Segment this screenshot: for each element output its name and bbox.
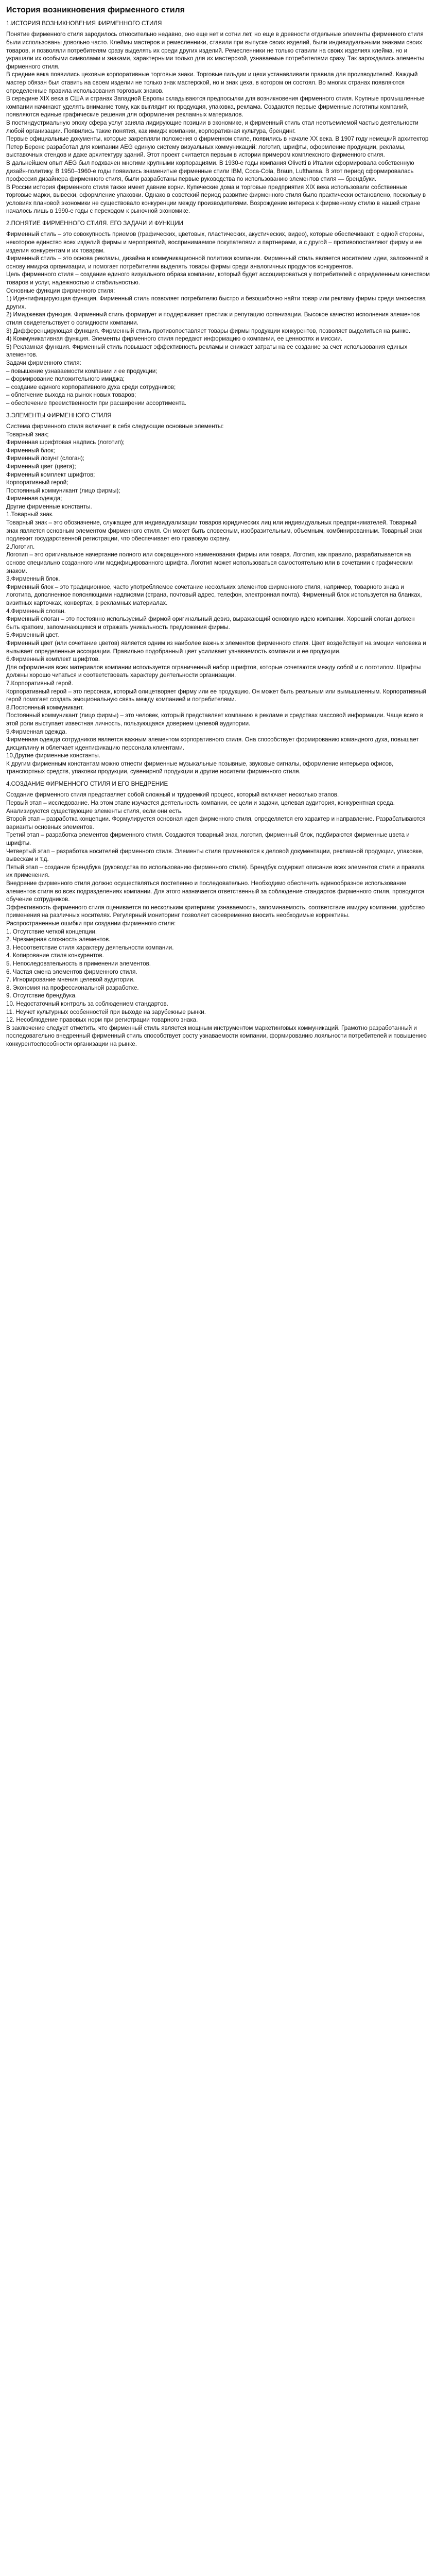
body-text: Система фирменного стиля включает в себя следующие основные элементы: Товарный знак; Фирменная шрифтовая надпись (логотип); Фирменный блок; Фирменный лозунг (слоган); Фирменный цвет (цвета); Фирменный комплект шрифтов; Корпоративный герой; Постоянный коммуникант (лицо фирмы); Фирменная одежда; Другие фирменные константы. 1.Товарный знак. Товарный знак – это обозначение, служащее для индивидуализации товаров юридических лиц или индивидуальных предпринимателей. Товарный знак является основным элементом фирменного стиля. Он может быть словесным, изобразительным, объемным, комбинированным. Товарный знак подлежит государственной регистрации, что обеспечивает его правовую охрану. 2.Логотип. Логотип – это оригинальное начертание полного или сокращенного наименования фирмы или товара. Логотип, как правило, разрабатывается на основе специально созданного или модифицированного шрифта. Логотип может использоваться самостоятельно или в сочетании с графическим знаком. 3.Фирменный блок. Фирменный блок – это традиционное, часто употребляемое сочетание нескольких элементов фирменного стиля, например, товарного знака и логотипа, дополненное поясняющими надписями (страна, почтовый адрес, телефон, электронная почта). Фирменный блок используется на бланках, визитных карточках, конвертах, в рекламных материалах. 4.Фирменный слоган. Фирменный слоган – это постоянно используемый фирмой оригинальный девиз, выражающий основную идею компании. Хороший слоган должен быть кратким, запоминающимся и отражать уникальность предложения фирмы. 5.Фирменный цвет. Фирменный цвет (или сочетание цветов) является одним из наиболее важных элементов фирменного стиля. Цвет воздействует на эмоции человека и вызывает определенные ассоциации. Правильно подобранный цвет усиливает узнаваемость компании и ее продукции. 6.Фирменный комплект шрифтов. Для оформления всех материалов компании используется ограниченный набор шрифтов, которые сочетаются между собой и с логотипом. Шрифты должны хорошо читаться и соответствовать характеру деятельности организации. 7.Корпоративный герой. Корпоративный герой – это персонаж, который олицетворяет фирму или ее продукцию. Он может быть реальным или вымышленным. Корпоративный герой помогает создать эмоциональную связь между компанией и потребителями. 8.Постоянный коммуникант. Постоянный коммуникант (лицо фирмы) – это человек, который представляет компанию в рекламе и средствах массовой информации. Чаще всего в этой роли выступает известная личность, пользующаяся доверием целевой аудитории. 9.Фирменная одежда. Фирменная одежда сотрудников является важным элементом корпоративного стиля. Она способствует формированию командного духа, повышает дисциплину и облегчает идентификацию персонала клиентами. 10.Другие фирменные константы. К другим фирменным константам можно отнести фирменные музыкальные позывные, звуковые сигналы, оформление интерьера офисов, транспортных средств, упаковки продукции, сувенирной продукции и другие носители фирменного стиля. <box>6 422 426 775</box>
page-title: История возникновения фирменного стиля <box>6 6 185 14</box>
body-text: Фирменный стиль – это совокупность приемов (графических, цветовых, пластических, акустических, видео), которые обеспечивают, с одной стороны, некоторое единство всех изделий фирмы и мероприятий, воспринимаемое покупателями и партнерами, а с другой – противопоставляют фирму и ее изделия конкурентам и их товарам. Фирменный стиль – это основа рекламы, дизайна и коммуникационной политики компании. Фирменный стиль является носителем идеи, заложенной в основу имиджа организации, и помогает потребителям выделять товары фирмы среди аналогичных продуктов конкурентов. Цель фирменного стиля – создание единого визуального образа компании, который будет ассоциироваться у потребителей с определенным качеством товаров и услуг, надежностью и стабильностью. Основные функции фирменного стиля: 1) Идентифицирующая функция. Фирменный стиль позволяет потребителю быстро и безошибочно найти товар или рекламу фирмы среди множества других. 2) Имиджевая функция. Фирменный стиль формирует и поддерживает престиж и репутацию организации. Высокое качество исполнения элементов стиля свидетельствует о солидности компании. 3) Дифференцирующая функция. Фирменный стиль противопоставляет товары фирмы продукции конкурентов, позволяет выделиться на рынке. 4) Коммуникативная функция. Элементы фирменного стиля передают информацию о компании, ее ценностях и миссии. 5) Рекламная функция. Фирменный стиль повышает эффективность рекламы и снижает затраты на ее создание за счет использования единых элементов. Задачи фирменного стиля: – повышение узнаваемости компании и ее продукции; – формирование положительного имиджа; – создание единого корпоративного духа среди сотрудников; – облегчение выхода на рынок новых товаров; – обеспечение преемственности при расширении ассортимента. <box>6 231 430 406</box>
body-text: Создание фирменного стиля представляет собой сложный и трудоемкий процесс, который включает несколько этапов. Первый этап – исследование. На этом этапе изучается деятельность компании, ее цели и задачи, целевая аудитория, конкурентная среда. Анализируются существующие элементы стиля, если они есть. Второй этап – разработка концепции. Формулируется основная идея фирменного стиля, определяется его характер и направление. Разрабатываются варианты основных элементов. Третий этап – разработка элементов фирменного стиля. Создаются товарный знак, логотип, фирменный блок, подбираются фирменные цвета и шрифты. Четвертый этап – разработка носителей фирменного стиля. Элементы стиля применяются к деловой документации, рекламной продукции, упаковке, вывескам и т.д. Пятый этап – создание брендбука (руководства по использованию фирменного стиля). Брендбук содержит описание всех элементов стиля и правила их применения. Внедрение фирменного стиля должно осуществляться постепенно и последовательно. Необходимо обеспечить единообразное использование элементов стиля во всех подразделениях компании. Для этого назначается ответственный за соблюдение стандартов фирменного стиля, проводится обучение сотрудников. Эффективность фирменного стиля оценивается по нескольким критериям: узнаваемость, запоминаемость, соответствие имиджу компании, удобство применения на различных носителях. Регулярный мониторинг позволяет своевременно вносить необходимые коррективы. Распространенные ошибки при создании фирменного стиля: 1. Отсутствие четкой концепции. 2. Чрезмерная сложность элементов. 3. Несоответствие стиля характеру деятельности компании. 4. Копирование стиля конкурентов. 5. Непоследовательность в применении элементов. 6. Частая смена элементов фирменного стиля. 7. Игнорирование мнения целевой аудитории. 8. Экономия на профессиональной разработке. 9. Отсутствие брендбука. 10. Недостаточный контроль за соблюдением стандартов. 11. Неучет культурных особенностей при выходе на зарубежные рынки. 12. Несоблюдение правовых норм при регистрации товарного знака. В заключение следует отметить, что фирменный стиль является мощным инструментом маркетинговых коммуникаций. Грамотно разработанный и последовательно внедренный фирменный стиль способствует росту узнаваемости компании, формированию лояльности потребителей и повышению конкурентоспособности организации на рынке. <box>6 791 427 1047</box>
section-heading: 1.ИСТОРИЯ ВОЗНИКНОВЕНИЯ ФИРМЕННОГО СТИЛЯ <box>6 20 162 27</box>
section-heading: 2.ПОНЯТИЕ ФИРМЕННОГО СТИЛЯ. ЕГО ЗАДАЧИ И ФУНКЦИИ <box>6 220 183 227</box>
body-text: Понятие фирменного стиля зародилось относительно недавно, оно еще нет и сотни лет, но еще в древности отдельные элементы фирменного стиля были использованы довольно часто. Клеймы мастеров и ремесленники, ставили при выпуске своих изделий, были индивидуальными знаками своих товаров, и позволяли потребителям сразу выделять их среди других изделий. Ремесленники не только ставили на своих изделиях клейма, но и украшали их особыми символами и знаками, характерными только для их мастерской, узнаваемые потребителями сразу. Так зарождались элементы фирменного стиля. В средние века появились цеховые корпоративные торговые знаки. Торговые гильдии и цехи устанавливали правила для производителей. Каждый мастер обязан был ставить на своем изделии не только знак мастерской, но и знак цеха, в котором он состоял. Во многих странах появляются определенные правила использования торговых знаков. В середине XIX века в США и странах Западной Европы складываются предпосылки для возникновения фирменного стиля. Крупные промышленные компании начинают уделять внимание тому, как выглядит их продукция, упаковка, реклама. Создаются первые фирменные логотипы компаний, появляются единые графические решения для оформления рекламных материалов. В постиндустриальную эпоху сфера услуг заняла лидирующие позиции в экономике, и фирменный стиль стал неотъемлемой частью деятельности любой организации. Появились такие понятия, как имидж компании, корпоративная культура, брендинг. Первые официальные документы, которые закрепляли положения о фирменном стиле, появились в начале XX века. В 1907 году немецкий архитектор Петер Беренс разработал для компании AEG единую систему визуальных коммуникаций: логотип, шрифты, оформление продукции, рекламы, выставочных стендов и даже архитектуру зданий. Этот проект считается первым в истории примером комплексного фирменного стиля. В дальнейшем опыт AEG был подхвачен многими крупными корпорациями. В 1930-е годы компания Olivetti в Италии сформировала собственную дизайн-политику. В 1950–1960-е годы появились знаменитые фирменные стили IBM, Coca-Cola, Braun, Lufthansa. В этот период сформировалась профессия дизайнера фирменного стиля, были разработаны первые руководства по использованию элементов стиля — брендбуки. В России история фирменного стиля также имеет давние корни. Купеческие дома и торговые предприятия XIX века использовали собственные торговые марки, вывески, оформление упаковки. Однако в советский период развитие фирменного стиля было практически остановлено, поскольку в условиях плановой экономики не существовало конкуренции между производителями. Возрождение интереса к фирменному стилю в нашей стране началось лишь в 1990-е годы с переходом к рыночной экономике. <box>6 31 429 215</box>
section-heading: 4.СОЗДАНИЕ ФИРМЕННОГО СТИЛЯ И ЕГО ВНЕДРЕНИЕ <box>6 781 168 788</box>
section-heading: 3.ЭЛЕМЕНТЫ ФИРМЕННОГО СТИЛЯ <box>6 412 112 419</box>
